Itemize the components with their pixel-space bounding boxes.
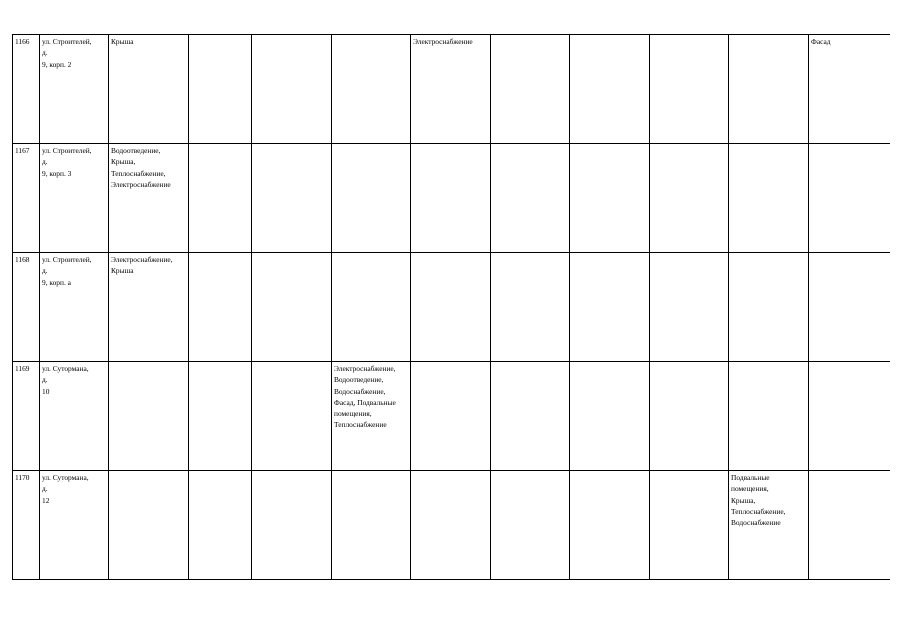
work-type-cell [491,35,570,144]
address-cell [40,471,109,580]
address-line: 12 [42,495,50,505]
work-type-text: помещения, [731,484,769,494]
work-type-cell [189,253,252,362]
work-type-cell [809,144,890,253]
address-line: ул. Строителей, [42,146,92,155]
address-line: д. [42,266,48,276]
work-type-cell [570,35,650,144]
row-number-cell [13,144,40,253]
work-type-text: Водоотведение, [334,375,384,385]
work-type-text: Теплоснабжение, [111,168,166,178]
work-type-cell [650,362,729,471]
address-line: 9, корп. 3 [42,168,72,178]
work-type-cell [411,253,491,362]
table-row [13,253,890,362]
work-type-text: Теплоснабжение [334,420,387,430]
address-cell [40,253,109,362]
address-cell [40,35,109,144]
table-row [13,35,890,144]
work-type-cell [332,144,411,253]
work-type-text: Крыша, [111,157,136,167]
work-type-cell [411,35,491,144]
address-line: д. [42,375,48,385]
work-type-cell [491,253,570,362]
work-type-cell [411,144,491,253]
work-type-text: Электроснабжение [413,37,473,46]
row-number-cell [13,471,40,580]
work-type-text: Фасад [811,37,831,46]
row-number: 1166 [15,37,30,46]
work-type-cell [570,253,650,362]
address-line: д. [42,157,48,167]
work-type-cell [332,253,411,362]
work-type-cell [809,35,890,144]
work-type-cell [729,35,809,144]
address-line: ул. Сутормана, [42,473,89,482]
work-type-cell [650,35,729,144]
work-type-cell [411,362,491,471]
work-type-text: Водоснабжение [731,518,781,528]
work-type-text: Теплоснабжение, [731,506,786,516]
address-line: д. [42,484,48,494]
table-row [13,362,890,471]
address-line: 9, корп. 2 [42,59,72,69]
work-type-cell [332,362,411,471]
work-type-cell [491,471,570,580]
work-type-text: Водоотведение, [111,146,161,155]
address-line: 9, корп. а [42,277,71,287]
work-type-cell [809,253,890,362]
work-type-cell [729,253,809,362]
row-number-cell [13,253,40,362]
row-number: 1170 [15,473,30,482]
row-number: 1169 [15,364,30,373]
work-type-cell [650,471,729,580]
work-type-cell [809,471,890,580]
work-type-cell [332,35,411,144]
address-cell [40,362,109,471]
row-number-cell [13,362,40,471]
work-type-cell [729,144,809,253]
address-cell [40,144,109,253]
address-line: ул. Сутормана, [42,364,89,373]
work-type-text: Фасад, Подвальные [334,397,396,407]
work-type-cell [650,253,729,362]
work-type-text: Водоснабжение, [334,386,386,396]
work-type-cell [411,471,491,580]
table-body [13,35,890,580]
work-type-text: Электроснабжение, [334,364,396,373]
work-type-cell [570,471,650,580]
work-type-text: Крыша [111,266,134,276]
table-row [13,471,890,580]
work-type-text: Крыша [111,37,134,46]
work-type-cell [650,144,729,253]
work-type-cell [109,144,189,253]
work-type-text: помещения, [334,409,372,419]
address-line: д. [42,48,48,58]
work-type-cell [252,253,332,362]
row-number-cell [13,35,40,144]
work-type-cell [252,471,332,580]
work-type-cell [252,362,332,471]
work-type-cell [189,35,252,144]
work-type-cell [252,144,332,253]
work-type-cell [109,253,189,362]
work-type-cell [252,35,332,144]
work-type-cell [570,144,650,253]
address-line: ул. Строителей, [42,37,92,46]
work-type-cell [570,362,650,471]
work-type-cell [109,35,189,144]
work-type-text: Подвальные [731,473,770,482]
table-row [13,144,890,253]
repair-schedule-table [12,34,890,580]
work-type-text: Электроснабжение [111,179,171,189]
work-type-cell [729,362,809,471]
work-type-cell [189,144,252,253]
work-type-cell [189,471,252,580]
work-type-cell [332,471,411,580]
address-line: ул. Строителей, [42,255,92,264]
work-type-cell [809,362,890,471]
work-type-text: Электроснабжение, [111,255,173,264]
row-number: 1168 [15,255,30,264]
work-type-cell [109,362,189,471]
row-number: 1167 [15,146,30,155]
work-type-cell [491,144,570,253]
work-type-cell [109,471,189,580]
address-line: 10 [42,386,50,396]
work-type-cell [729,471,809,580]
work-type-text: Крыша, [731,495,756,505]
work-type-cell [491,362,570,471]
work-type-cell [189,362,252,471]
